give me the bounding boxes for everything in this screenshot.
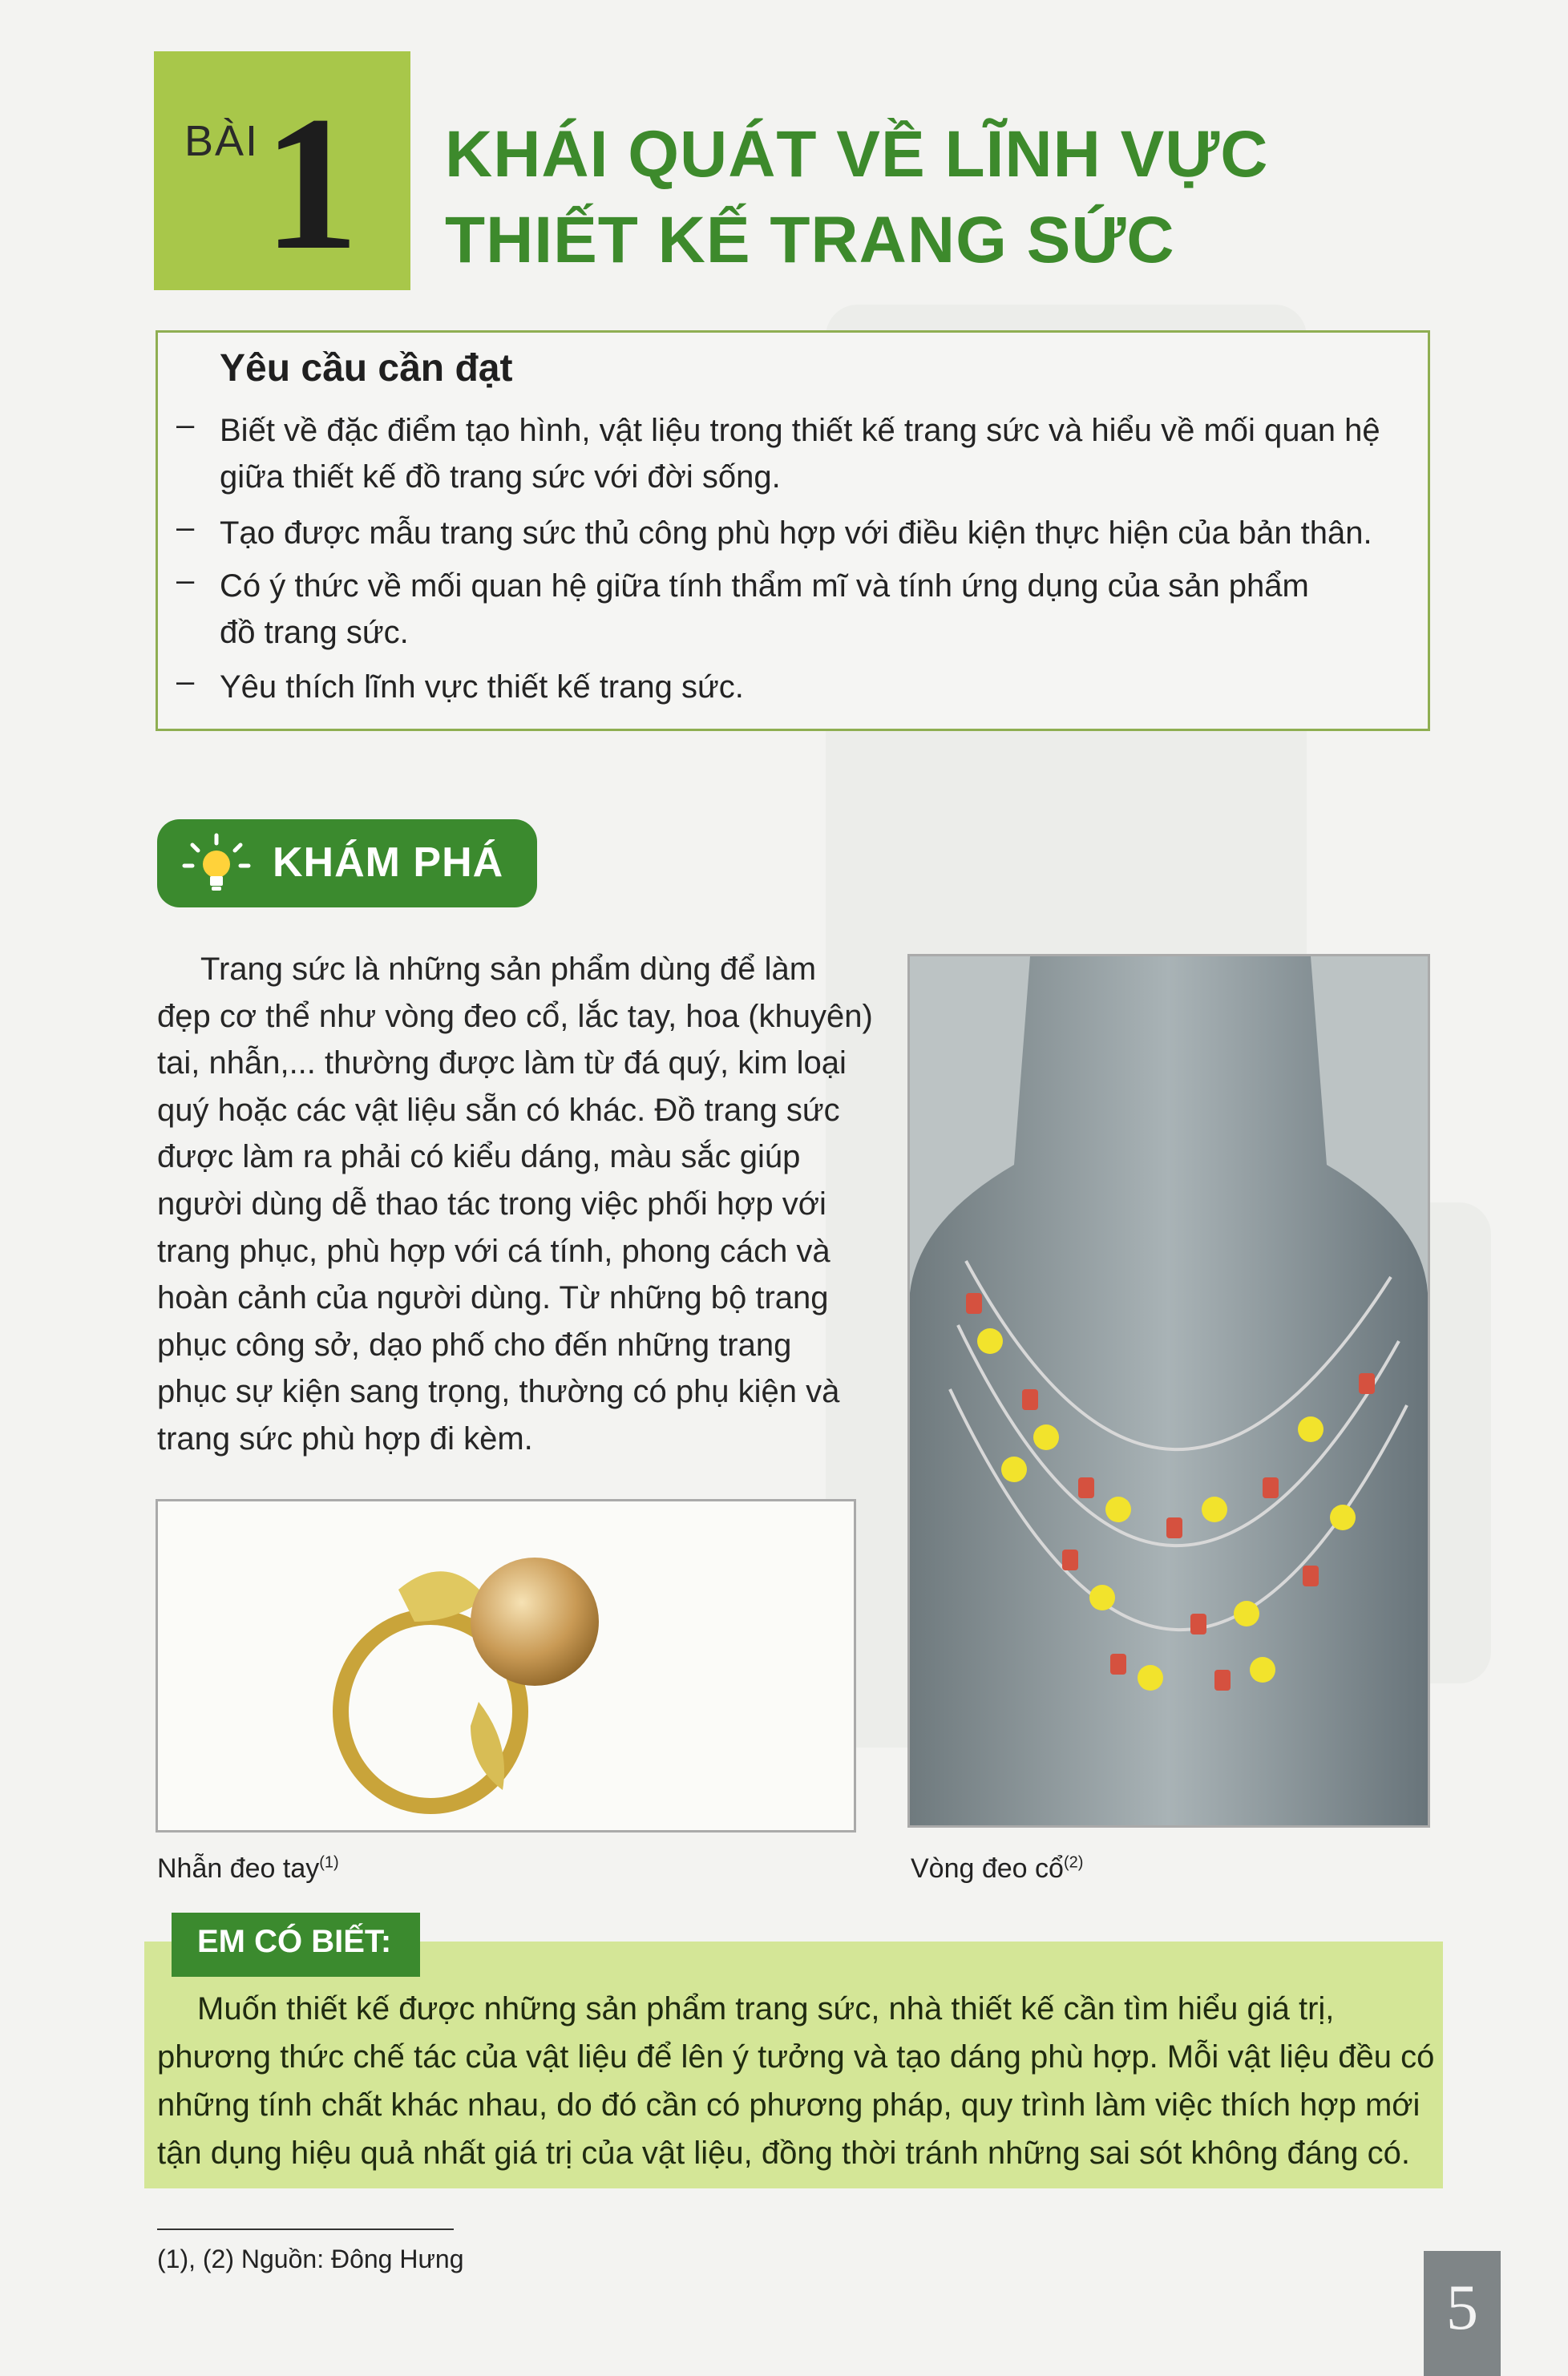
bullet-dash: – — [176, 563, 195, 598]
footnote: (1), (2) Nguồn: Đông Hưng — [157, 2245, 464, 2273]
necklace-caption-text: Vòng đeo cổ — [911, 1853, 1064, 1884]
ring-caption-text: Nhẫn đeo tay — [157, 1853, 320, 1884]
bullet-dash: – — [176, 664, 195, 699]
explore-label: KHÁM PHÁ — [273, 839, 504, 886]
paragraph-line: trang sức phù hợp đi kèm. — [157, 1421, 533, 1457]
page-number: 5 — [1446, 2273, 1478, 2343]
lesson-title-line-2: THIẾT KẾ TRANG SỨC — [445, 204, 1175, 277]
paragraph-line: quý hoặc các vật liệu sẵn có khác. Đồ trang sức — [157, 1093, 840, 1128]
necklace-caption-note: (2) — [1063, 1853, 1084, 1872]
bullet-dash: – — [176, 407, 195, 442]
lesson-number: 1 — [263, 76, 359, 289]
lesson-title-line-1: KHÁI QUÁT VỀ LĨNH VỰC — [445, 118, 1269, 191]
footnote-divider — [157, 2229, 454, 2230]
ring-photo — [156, 1499, 856, 1833]
paragraph-line: trang phục, phù hợp với cá tính, phong cách và — [157, 1234, 830, 1269]
objective-item: Biết về đặc điểm tạo hình, vật liệu trong thiết kế trang sức và hiểu về mối quan hệ — [220, 413, 1380, 448]
ring-caption-note: (1) — [319, 1853, 339, 1872]
necklace-caption — [911, 1853, 1083, 1885]
did-you-know-line: những tính chất khác nhau, do đó cần có phương pháp, quy trình làm việc thích hợp mới — [157, 2087, 1420, 2123]
objective-item: Yêu thích lĩnh vực thiết kế trang sức. — [220, 669, 744, 705]
did-you-know-line: Muốn thiết kế được những sản phẩm trang sức, nhà thiết kế cần tìm hiểu giá trị, — [197, 1991, 1335, 2026]
did-you-know-label: EM CÓ BIẾT: — [197, 1924, 392, 1959]
objectives-heading: Yêu cầu cần đạt — [220, 347, 513, 390]
objective-item: Tạo được mẫu trang sức thủ công phù hợp với điều kiện thực hiện của bản thân. — [220, 515, 1372, 551]
necklace-photo — [907, 954, 1430, 1828]
paragraph-line: hoàn cảnh của người dùng. Từ những bộ trang — [157, 1280, 829, 1315]
paragraph-line: người dùng dễ thao tác trong việc phối hợp với — [157, 1186, 826, 1222]
paragraph-line: được làm ra phải có kiểu dáng, màu sắc giúp — [157, 1139, 801, 1174]
objective-item-continued: giữa thiết kế đồ trang sức với đời sống. — [220, 459, 781, 495]
bullet-dash: – — [176, 510, 195, 545]
lightbulb-icon — [178, 832, 255, 896]
paragraph-line: phục công sở, dạo phố cho đến những trang — [157, 1327, 792, 1363]
ring-caption — [157, 1853, 339, 1885]
paragraph-line: tai, nhẫn,... thường được làm từ đá quý, kim loại — [157, 1045, 847, 1081]
did-you-know-line: phương thức chế tác của vật liệu để lên ý tưởng và tạo dáng phù hợp. Mỗi vật liệu đều có — [157, 2039, 1435, 2075]
necklace-illustration — [910, 956, 1428, 1825]
paragraph-line: Trang sức là những sản phẩm dùng để làm — [200, 952, 817, 987]
did-you-know-line: tận dụng hiệu quả nhất giá trị của vật liệu, đồng thời tránh những sai sót không đáng có. — [157, 2136, 1410, 2171]
objective-item-continued: đồ trang sức. — [220, 615, 409, 650]
paragraph-line: đẹp cơ thể như vòng đeo cổ, lắc tay, hoa (khuyên) — [157, 999, 873, 1034]
ring-illustration — [158, 1501, 854, 1830]
lesson-label: BÀI — [184, 117, 260, 165]
objective-item: Có ý thức về mối quan hệ giữa tính thẩm mĩ và tính ứng dụng của sản phẩm — [220, 568, 1309, 604]
paragraph-line: phục sự kiện sang trọng, thường có phụ kiện và — [157, 1374, 840, 1409]
